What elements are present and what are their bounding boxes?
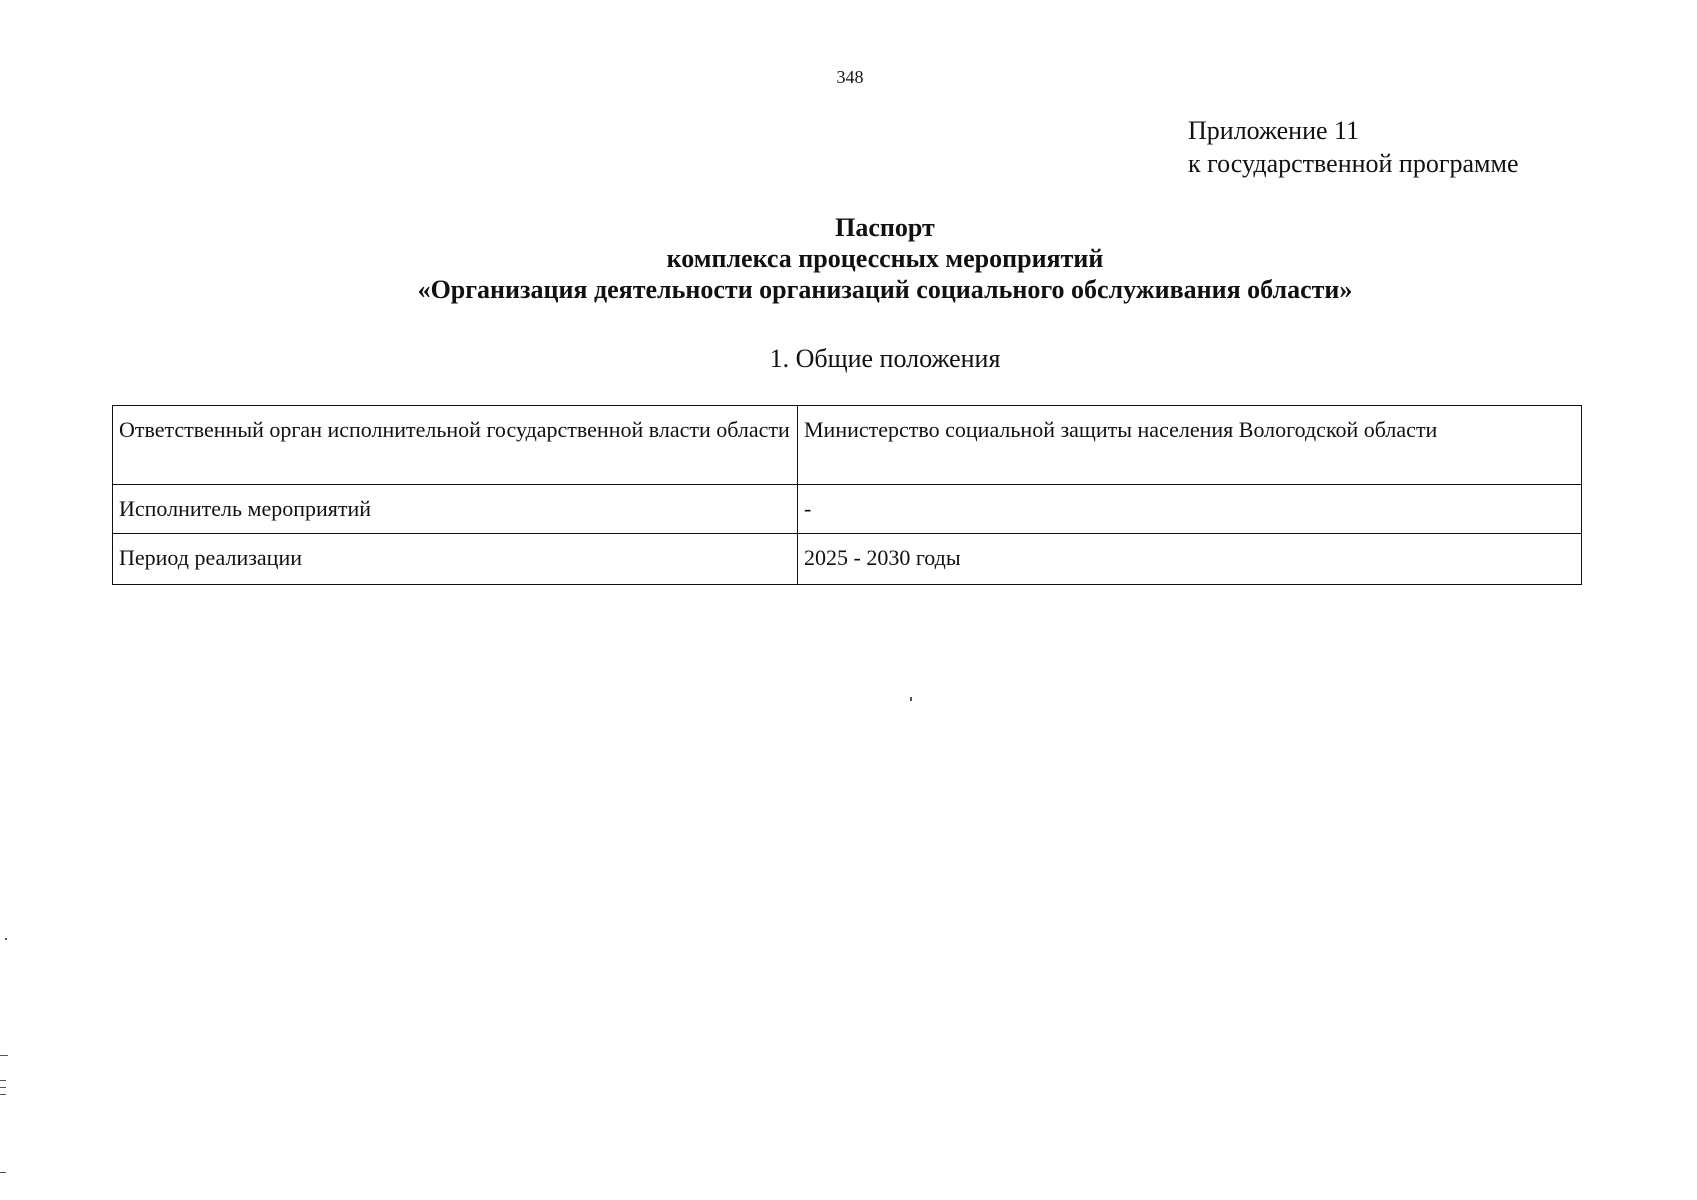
appendix-reference: к государственной программе xyxy=(1188,149,1519,178)
title-line-passport: Паспорт xyxy=(835,213,935,242)
document-title xyxy=(0,212,1697,305)
table-cell-label: Ответственный орган исполнительной государственной власти области xyxy=(113,406,798,485)
section-heading: 1. Общие положения xyxy=(769,344,1001,373)
scan-speck xyxy=(0,1094,6,1095)
table-row xyxy=(113,485,1582,534)
appendix-note xyxy=(1188,114,1519,180)
table-cell-label: Период реализации xyxy=(113,534,798,585)
appendix-number: Приложение 11 xyxy=(1188,116,1360,145)
general-provisions-table xyxy=(112,405,1582,585)
title-line-complex: комплекса процессных мероприятий xyxy=(666,244,1104,273)
scan-speck xyxy=(0,1055,8,1056)
table-row xyxy=(113,534,1582,585)
scan-speck xyxy=(910,697,912,701)
table-cell-value: - xyxy=(798,485,1582,534)
table-cell-label: Исполнитель мероприятий xyxy=(113,485,798,534)
scan-speck xyxy=(5,938,7,940)
page-number: 348 xyxy=(836,67,864,87)
title-line-name: «Организация деятельности организаций социального обслуживания области» xyxy=(417,275,1353,304)
table-row xyxy=(113,406,1582,485)
table-cell-value: 2025 - 2030 годы xyxy=(798,534,1582,585)
scan-speck xyxy=(0,1087,6,1088)
scan-speck xyxy=(0,1080,6,1081)
table-cell-value: Министерство социальной защиты населения Вологодской области xyxy=(798,406,1582,485)
scan-speck xyxy=(0,1172,6,1173)
